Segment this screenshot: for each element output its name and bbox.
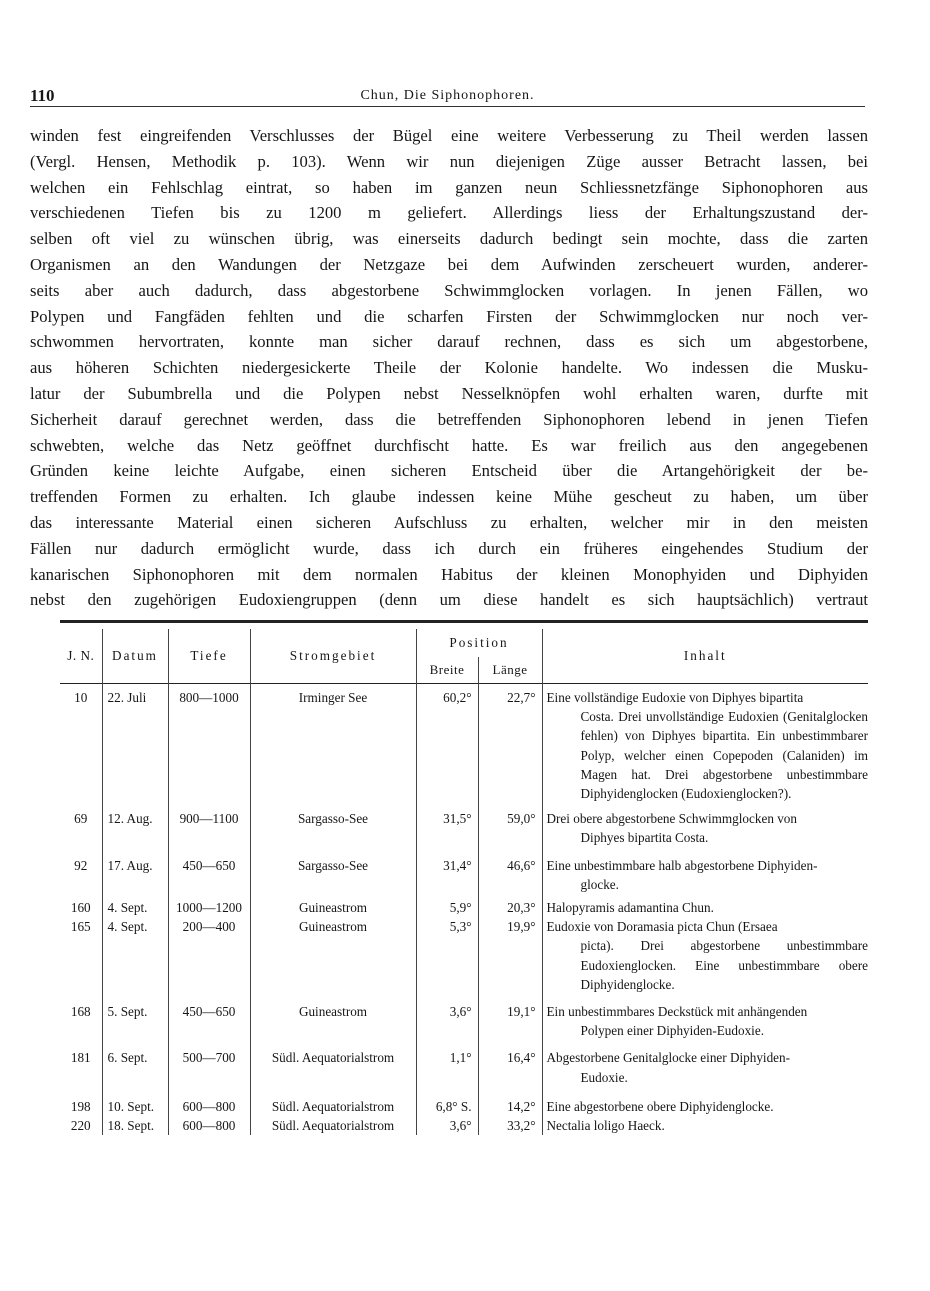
cell-breite: 60,2° — [443, 690, 472, 705]
text-line: seits aber auch dadurch, dass abgestorbene Schwimmglocken vorlagen. In jenen Fällen, wo — [30, 280, 868, 300]
cell-stromgebiet: Südl. Aequatorialstrom — [250, 1087, 416, 1116]
cell-laenge: 59,0° — [478, 803, 542, 847]
cell-inhalt — [542, 1116, 868, 1135]
cell-tiefe: 500—700 — [168, 1040, 250, 1086]
header-position: Position — [416, 629, 542, 657]
cell-jn: 69 — [60, 803, 102, 847]
table-row — [60, 684, 868, 804]
page-number: 110 — [30, 86, 55, 105]
cell-tiefe: 800—1000 — [168, 684, 250, 804]
cell-stromgebiet: Guineastrom — [250, 917, 416, 994]
table-row — [60, 917, 868, 994]
cell-tiefe: 200—400 — [168, 917, 250, 994]
cell-breite: 31,5° — [443, 811, 472, 827]
text-line: welchen ein Fehlschlag eintrat, so haben im ganzen neun Schliessnetzfänge Siphonophoren aus — [30, 177, 868, 197]
table-body — [60, 684, 868, 1136]
cell-breite: 3,6° — [449, 1004, 472, 1020]
cell-inhalt — [542, 803, 868, 847]
running-head — [30, 86, 865, 107]
text-line: (Vergl. Hensen, Methodik p. 103). Wenn wir nun diejenigen Züge ausser Betracht lassen, bei — [30, 151, 868, 171]
cell-jn: 92 — [60, 848, 102, 894]
text-line: treffenden Formen zu erhalten. Ich glaube indessen keine Mühe gescheut zu haben, um über — [30, 487, 868, 507]
header-datum: Datum — [102, 629, 168, 684]
cell-laenge: 20,3° — [478, 894, 542, 917]
cell-breite: 31,4° — [443, 857, 472, 873]
text-line: Polypen und Fangfäden fehlten und die scharfen Firsten der Schwimmglocken nur noch ver- — [30, 306, 868, 326]
text-line: latur der Subumbrella und die Polypen nebst Nesselknöpfen wohl erhalten waren, durfte mit — [30, 383, 868, 403]
table-row — [60, 994, 868, 1040]
cell-inhalt — [542, 1040, 868, 1086]
inhalt-first-line: Eine unbestimmbare halb abgestorbene Diphyiden- — [546, 857, 818, 873]
inhalt-first-line: Eine vollständige Eudoxie von Diphyes bipartita — [546, 690, 804, 705]
cell-stromgebiet: Südl. Aequatorialstrom — [250, 1116, 416, 1135]
cell-laenge: 16,4° — [478, 1040, 542, 1086]
text-line: aus höheren Schichten niedergesickerte Theile der Kolonie handelte. Wo indessen die Musku- — [30, 358, 868, 378]
inhalt-first-line: Drei obere abgestorbene Schwimmglocken von — [546, 811, 797, 827]
inhalt-first-line: Nectalia loligo Haeck. — [546, 1118, 665, 1134]
inhalt-continuation: Eudoxie. — [580, 1069, 628, 1085]
header-breite: Breite — [429, 662, 465, 677]
inhalt-continuation: picta). Drei abgestorbene unbestimmbare Eudoxienglocken. Eine unbestimmbare obere Diphyidenglocke. — [580, 938, 868, 992]
inhalt-continuation: Diphyes bipartita Costa. — [580, 830, 709, 846]
text-line: das interessante Material einen sicheren Aufschluss zu erhalten, welcher mir in den meisten — [30, 512, 868, 532]
inhalt-first-line: Halopyramis adamantina Chun. — [546, 900, 714, 916]
table-top-rule — [60, 620, 868, 623]
header-laenge: Länge — [478, 657, 542, 684]
text-line: nebst den zugehörigen Eudoxiengruppen (denn um diese handelt es sich hauptsächlich) vertraut — [30, 590, 868, 610]
cell-breite: 5,3° — [449, 919, 472, 935]
cell-inhalt — [542, 848, 868, 894]
text-line: winden fest eingreifenden Verschlusses der Bügel eine weitere Verbesserung zu Theil werden lassen — [30, 126, 868, 145]
cell-jn: 10 — [60, 684, 102, 804]
cell-inhalt — [542, 1087, 868, 1116]
text-line: verschiedenen Tiefen bis zu 1200 m geliefert. Allerdings liess der Erhaltungszustand der- — [30, 203, 868, 223]
inhalt-first-line: Abgestorbene Genitalglocke einer Diphyiden- — [546, 1050, 791, 1066]
text-line: Organismen an den Wandungen der Netzgaze bei dem Aufwinden zerscheuert wurden, anderer- — [30, 254, 868, 274]
cell-laenge: 22,7° — [478, 684, 542, 804]
table-row — [60, 803, 868, 847]
cell-datum: 6. Sept. — [102, 1040, 168, 1086]
cell-jn: 168 — [60, 994, 102, 1040]
body-paragraph — [30, 123, 868, 613]
table-row — [60, 1116, 868, 1135]
cell-stromgebiet: Irminger See — [250, 684, 416, 804]
text-line: Sicherheit darauf gerechnet werden, dass die betreffenden Siphonophoren lebend in jenen Tiefen — [30, 409, 868, 429]
table-row — [60, 894, 868, 917]
running-title: Chun, Die Siphonophoren. — [360, 88, 535, 103]
cell-breite: 3,6° — [449, 1118, 472, 1134]
text-line: schwebten, welche das Netz geöffnet durchfischt hatte. Es war freilich aus den angegebenen — [30, 435, 868, 455]
cell-stromgebiet: Sargasso-See — [250, 848, 416, 894]
cell-jn: 160 — [60, 894, 102, 917]
cell-tiefe: 450—650 — [168, 848, 250, 894]
cell-tiefe: 600—800 — [168, 1087, 250, 1116]
cell-datum: 5. Sept. — [102, 994, 168, 1040]
header-stromgebiet: Stromgebiet — [250, 629, 416, 684]
cell-datum: 10. Sept. — [102, 1087, 168, 1116]
cell-datum: 12. Aug. — [102, 803, 168, 847]
cell-breite: 6,8° S. — [435, 1098, 472, 1114]
cell-inhalt — [542, 994, 868, 1040]
cell-inhalt — [542, 894, 868, 917]
cell-laenge: 46,6° — [478, 848, 542, 894]
cell-inhalt — [542, 684, 868, 804]
inhalt-first-line: Eine abgestorbene obere Diphyidenglocke. — [546, 1098, 774, 1114]
cell-datum: 22. Juli — [102, 684, 168, 804]
cell-datum: 17. Aug. — [102, 848, 168, 894]
cell-stromgebiet: Guineastrom — [250, 894, 416, 917]
text-line: Fällen nur dadurch ermöglicht wurde, dass ich durch ein früheres eingehendes Studium der — [30, 538, 868, 558]
cell-laenge: 14,2° — [478, 1087, 542, 1116]
cell-laenge: 19,9° — [478, 917, 542, 994]
station-data-table — [60, 629, 868, 1135]
inhalt-continuation: Polypen einer Diphyiden-Eudoxie. — [580, 1023, 764, 1039]
cell-stromgebiet: Guineastrom — [250, 994, 416, 1040]
inhalt-first-line: Ein unbestimmbares Deckstück mit anhängenden — [546, 1004, 808, 1020]
cell-laenge: 19,1° — [478, 994, 542, 1040]
cell-breite: 5,9° — [449, 900, 472, 916]
cell-tiefe: 450—650 — [168, 994, 250, 1040]
inhalt-continuation: Costa. Drei unvollständige Eudoxien (Genitalglocken fehlen) von Diphyes bipartita. Ein unbestimmbarer Polyp, welcher einen Copepoden (Calaniden) im Magen hat. Drei abgestorbene unbestimmbare Diphyidenglocken (Eudoxienglocken?). — [580, 709, 868, 802]
cell-jn: 165 — [60, 917, 102, 994]
cell-tiefe: 1000—1200 — [168, 894, 250, 917]
header-jn: J. N. — [60, 629, 102, 684]
table-row — [60, 1040, 868, 1086]
header-inhalt: Inhalt — [683, 648, 727, 663]
cell-tiefe: 600—800 — [168, 1116, 250, 1135]
inhalt-continuation: glocke. — [580, 876, 619, 892]
header-tiefe: Tiefe — [168, 629, 250, 684]
cell-datum: 4. Sept. — [102, 917, 168, 994]
text-line: schwommen hervortraten, konnte man sicher darauf rechnen, dass es sich um abgestorbene, — [30, 332, 868, 352]
cell-jn: 181 — [60, 1040, 102, 1086]
text-line: selben oft viel zu wünschen übrig, was einerseits dadurch bedingt sein mochte, dass die zarten — [30, 229, 868, 249]
cell-datum: 18. Sept. — [102, 1116, 168, 1135]
cell-stromgebiet: Südl. Aequatorialstrom — [250, 1040, 416, 1086]
cell-jn: 198 — [60, 1087, 102, 1116]
text-line: kanarischen Siphonophoren mit dem normalen Habitus der kleinen Monophyiden und Diphyiden — [30, 564, 868, 584]
cell-jn: 220 — [60, 1116, 102, 1135]
cell-breite: 1,1° — [449, 1050, 472, 1066]
table-row — [60, 848, 868, 894]
cell-laenge: 33,2° — [478, 1116, 542, 1135]
cell-stromgebiet: Sargasso-See — [250, 803, 416, 847]
inhalt-first-line: Eudoxie von Doramasia picta Chun (Ersaea — [546, 919, 778, 935]
cell-tiefe: 900—1100 — [168, 803, 250, 847]
text-line: Gründen keine leichte Aufgabe, einen sicheren Entscheid über die Artangehörigkeit der be- — [30, 461, 868, 481]
cell-datum: 4. Sept. — [102, 894, 168, 917]
cell-inhalt — [542, 917, 868, 994]
table-row — [60, 1087, 868, 1116]
